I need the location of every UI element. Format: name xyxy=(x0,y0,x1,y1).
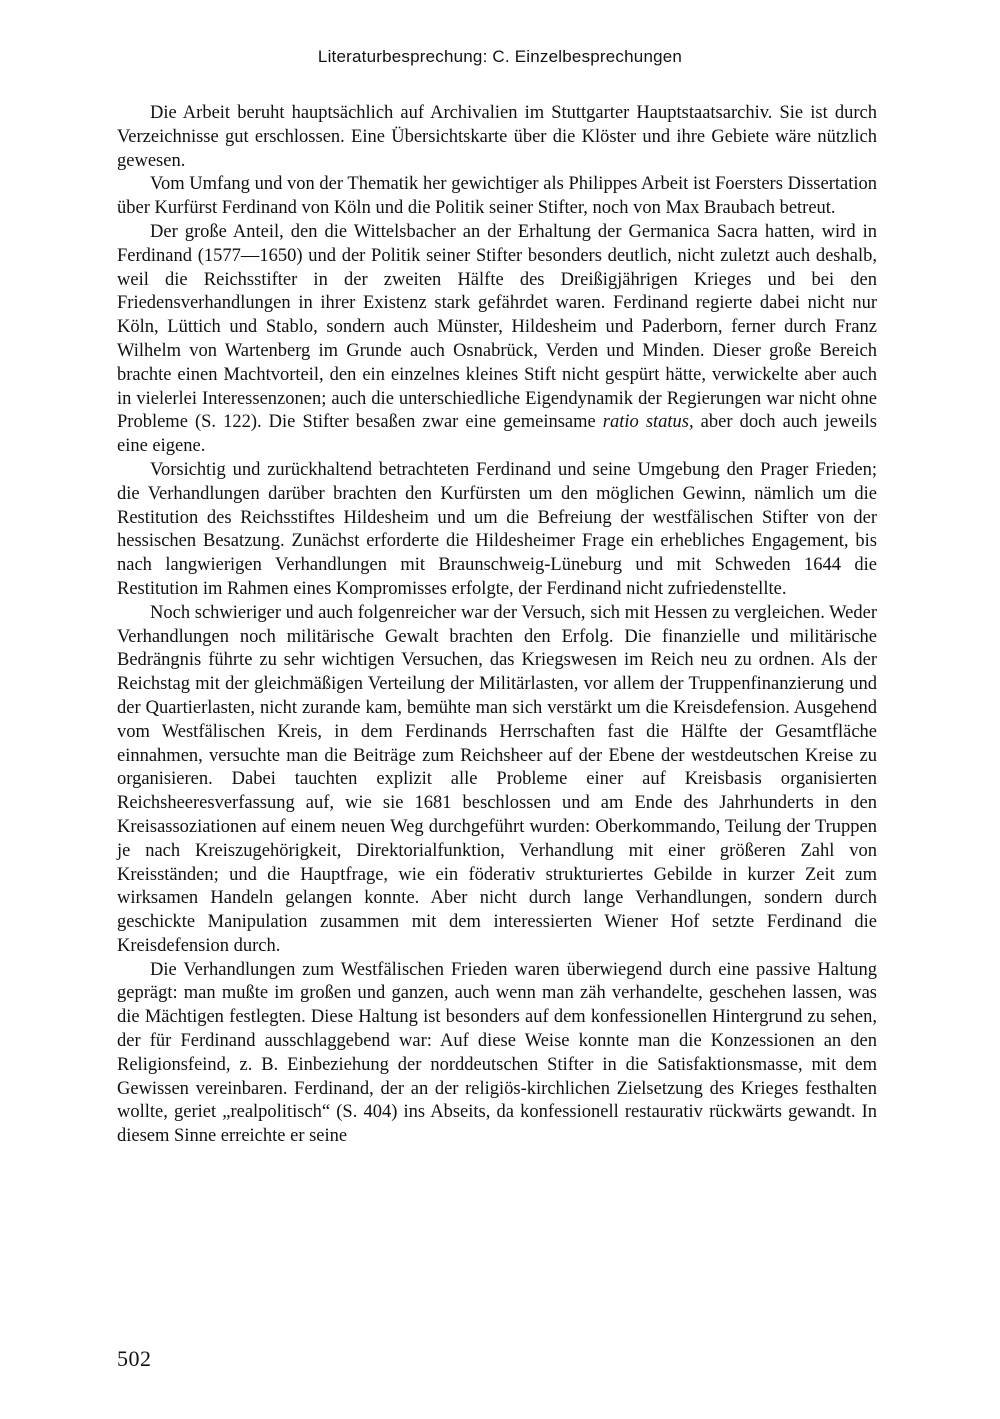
paragraph: Die Verhandlungen zum Westfälischen Frieden waren überwiegend durch eine passive Haltung geprägt: man mußte im großen und ganzen, auch wenn man zäh verhandelte, geschehen lassen, was die Mächtigen festlegten. Diese Haltung ist besonders auf dem konfessionellen Hintergrund zu sehen, der für Ferdinand ausschlaggebend war: Auf diese Weise konnte man die Konzessionen an den Religionsfeind, z. B. Einbeziehung der norddeutschen Stifter in die Satisfaktionsmasse, mit dem Gewissen vereinbaren. Ferdinand, der an der religiös-kirchlichen Zielsetzung des Krieges festhalten wollte, geriet „realpolitisch“ (S. 404) ins Abseits, da konfessionell restaurativ rückwärts gewandt. In diesem Sinne erreichte er seine xyxy=(117,959,877,1147)
page-number: 502 xyxy=(117,1346,152,1371)
paragraph-text: aber doch auch jeweils eine eigene. xyxy=(117,412,877,457)
paragraph: Vorsichtig und zurückhaltend betrachteten Ferdinand und seine Umgebung den Prager Frieden; die Verhandlungen darüber brachten den Kurfürsten um den möglichen Gewinn, nämlich um die Restitution des Reichsstiftes Hildesheim und um die Befreiung der westfälischen Stifter von der hessischen Besatzung. Zunächst erforderte die Hildesheimer Frage ein erhebliches Engagement, bis nach langwierigen Verhandlungen mit Braunschweig-Lüneburg und mit Schweden 1644 die Restitution im Rahmen eines Kompromisses erfolgte, der Ferdinand nicht zufriedenstellte. xyxy=(117,459,877,599)
paragraph: Noch schwieriger und auch folgenreicher war der Versuch, sich mit Hessen zu vergleichen. Weder Verhandlungen noch militärische Gewalt brachten den Erfolg. Die finanzielle und militärische Bedrängnis führte zu sehr wichtigen Versuchen, das Kriegswesen im Reich neu zu ordnen. Als der Reichstag mit der gleichmäßigen Verteilung der Militärlasten, vor allem der Truppenfinanzierung und der Quartierlasten, nicht zurande kam, bemühte man sich verstärkt um die Kreisdefension. Ausgehend vom Westfälischen Kreis, in dem Ferdinands Herrschaften fast die Hälfte der Gesamtfläche einnahmen, versuchte man die Beiträge zum Reichsheer auf der Ebene der westdeutschen Kreise zu organisieren. Dabei tauchten explizit alle Probleme einer auf Kreisbasis organisierten Reichsheeresverfassung auf, wie sie 1681 beschlossen und am Ende des Jahrhunderts in den Kreisassoziationen auf einem neuen Weg durchgeführt wurden: Oberkommando, Teilung der Truppen je nach Kreiszugehörigkeit, Direktorialfunktion, Verhandlung mit einer größeren Zahl von Kreisständen; und die Hauptfrage, wie ein föderativ strukturiertes Gebilde in kurzer Zeit zum wirksamen Handeln gelangen konnte. Aber nicht durch lange Verhandlungen, sondern durch geschickte Manipulation zusammen mit dem interessierten Wiener Hof setzte Ferdinand die Kreisdefension durch. xyxy=(117,602,877,956)
running-head: Literaturbesprechung: C. Einzelbesprechungen xyxy=(317,47,683,66)
paragraph: Vom Umfang und von der Thematik her gewichtiger als Philippes Arbeit ist Foersters Dissertation über Kurfürst Ferdinand von Köln und die Politik seiner Stifter, noch von Max Braubach betreut. xyxy=(117,174,877,219)
paragraph-text: Der große Anteil, den die Wittelsbacher an der Erhaltung der Germanica Sacra hatten, wird in Ferdinand (1577—1650) und der Politik seiner Stifter besonders deutlich, nicht zuletzt auch deshalb, weil die Reichsstifter in der zweiten Hälfte des Dreißigjährigen Krieges und bei den Friedensverhandlungen in ihrer Existenz stark gefährdet waren. Ferdinand regierte dabei nicht nur Köln, Lüttich und Stablo, sondern auch Münster, Hildesheim und Paderborn, ferner durch Franz Wilhelm von Wartenberg im Grunde auch Osnabrück, Verden und Minden. Dieser große Bereich brachte einen Machtvorteil, den ein einzelnes kleines Stift nicht gespürt hätte, verwickelte aber auch in vielerlei Interessenzonen; auch die unterschiedliche Eigendynamik der Regierungen war nicht ohne Probleme (S. 122). Die Stifter besaßen zwar eine gemeinsame xyxy=(117,221,877,433)
paragraph: Die Arbeit beruht hauptsächlich auf Archivalien im Stuttgarter Hauptstaatsarchiv. Sie ist durch Verzeichnisse gut erschlossen. Eine Übersichtskarte über die Klöster und ihre Gebiete wäre nützlich gewesen. xyxy=(117,103,877,171)
paragraph xyxy=(117,221,877,459)
body-text xyxy=(117,102,877,1149)
italic-term: ratio status, xyxy=(602,412,694,433)
